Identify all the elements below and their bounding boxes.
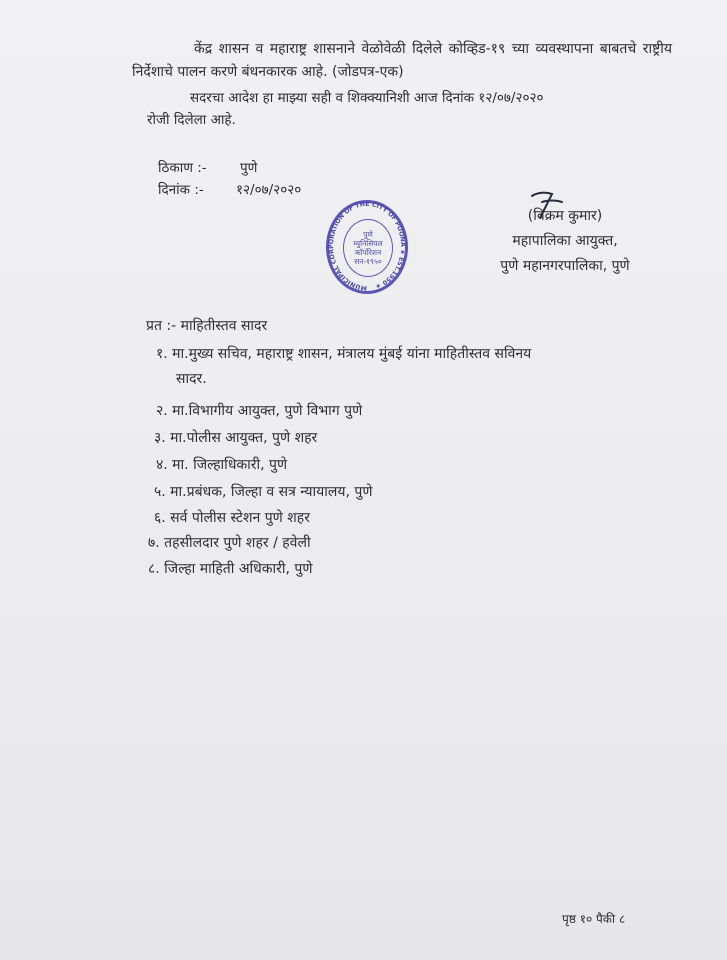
body-paragraph-2-line-1: सदरचा आदेश हा माझ्या सही व शिक्क्यानिशी आज दिनांक १२/०७/२०२० xyxy=(190,90,544,106)
copy-list-item: ३. मा.पोलीस आयुक्त, पुणे शहर xyxy=(154,430,318,446)
body-paragraph-1: केंद्र शासन व महाराष्ट्र शासनाने वेळोवेळी दिलेले कोव्हिड-१९ च्या व्यवस्थापना बाबतचे राष्ट्रीय निर्देशाचे पालन करणे बंधनकारक आहे. (जोडपत्र-एक) xyxy=(132,41,672,80)
signatory-designation: महापालिका आयुक्त, xyxy=(512,233,618,249)
date-value: १२/०७/२०२० xyxy=(236,182,302,198)
copy-list-item: ६. सर्व पोलीस स्टेशन पुणे शहर xyxy=(154,510,310,526)
place-label: ठिकाण :- xyxy=(158,160,207,176)
signatory-name: (विक्रम कुमार) xyxy=(527,208,603,224)
corporation-seal xyxy=(326,200,408,294)
seal-line-3: कॉर्पोरेशन xyxy=(354,248,382,257)
seal-ring-text: MUNICIPAL CORPORATION OF THE CITY OF POONA ★ EST.1950 ★ xyxy=(328,200,407,292)
body-paragraph-2-line-2: रोजी दिलेला आहे. xyxy=(147,112,236,128)
seal-line-4: सन-१९५० xyxy=(354,257,382,266)
place-value: पुणे xyxy=(240,160,258,176)
copy-list-item: सादर. xyxy=(176,371,207,387)
signatory-block xyxy=(475,204,655,279)
copy-list-item: १. मा.मुख्य सचिव, महाराष्ट्र शासन, मंत्रालय मुंबई यांना माहितीस्तव सविनय xyxy=(156,346,532,362)
page-number: पृष्ठ १० पैकी ८ xyxy=(562,912,626,926)
copy-list-item: २. मा.विभागीय आयुक्त, पुणे विभाग पुणे xyxy=(156,403,363,419)
copy-list-item: ४. मा. जिल्हाधिकारी, पुणे xyxy=(156,457,288,473)
copy-list-item: ७. तहसीलदार पुणे शहर / हवेली xyxy=(148,535,311,551)
copy-list-item: ५. मा.प्रबंधक, जिल्हा व सत्र न्यायालय, पुणे xyxy=(154,484,373,500)
seal-line-1: पुणे xyxy=(363,230,373,239)
seal-center xyxy=(343,219,393,277)
seal-line-2: म्युनिसिपल xyxy=(353,239,383,248)
date-label: दिनांक :- xyxy=(158,182,204,198)
copy-heading: प्रत :- माहितीस्तव सादर xyxy=(146,318,268,334)
signatory-office: पुणे महानगरपालिका, पुणे xyxy=(500,258,630,274)
copy-list-item: ८. जिल्हा माहिती अधिकारी, पुणे xyxy=(148,561,313,577)
